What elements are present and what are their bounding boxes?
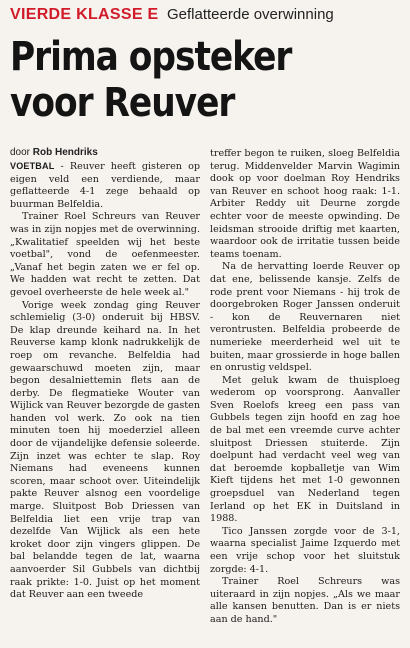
article-paragraph: Na de hervatting loerde Reuver op dat ene, belissende kansje. Zelfs de rode prent voor Niemans - hij trok de doorgebroken Roger Janssen onderuit - kon de Reuvernaren niet verontrusten. Belfeldia probeerde de numerieke meerderheid wel uit te buiten, maar grossierde in hoge ballen en onrustig veldspel. [210,261,400,374]
article-paragraph: Met geluk kwam de thuisploeg wederom op voorsprong. Aanvaller Sven Roelofs kreeg een pass van Gubbels tegen zijn hoofd en zag hoe de bal met een vreemde curve achter sluitpost Driessen stuiterde. Zijn doelpunt had verdacht veel weg van dat beroemde kopballetje van Wim Kieft tijdens het met 1-0 gewonnen groepsduel van Nederland tegen Ierland op het EK in Duitsland in 1988. [210,374,400,525]
article-paragraph: treffer begon te ruiken, sloeg Belfeldia terug. Middenvelder Marvin Wagimin dook op voor doelman Roy Hendriks van Reuver en schoot hoog raak: 1-1. Arbiter Reddy uit Deurne zorgde echter voor de meeste opwinding. De leidsman strooide driftig met kaarten, waardoor ook de irritatie tussen beide teams toenam. [210,148,400,260]
article-paragraph [10,160,200,211]
section-category: VIERDE KLASSE E [10,6,159,23]
article-column-right [210,148,400,627]
article-headline [10,34,345,126]
headline-line-1: Prima opsteker [10,34,292,80]
byline-prefix: door [10,147,31,158]
article-column-left [10,160,200,627]
article-paragraph: Trainer Roel Schreurs van Reuver was in zijn nopjes met de overwinning. „Kwalitatief speelden wij het beste voetbal", vond de oefenmeester. „Vanaf het begin zaten we er fel op. We hadden wat recht te zetten. Dat gevoel overheerste de hele week al." [10,211,200,298]
article-paragraph: Vorige week zondag ging Reuver schlemielig (3-0) onderuit bij HBSV. De klap dreunde keihard na. In het Reuverse kamp klonk nadrukkelijk de roep om revanche. Belfeldia had gewaarschuwd moeten zijn, maar begon desalniettemin flets aan de derby. De flegmatieke Wouter van Wijlick van Reuver bezorgde de gasten handen vol werk. Zo ook na tien minuten toen hij moederziel alleen door de vijandelijke defensie soleerde. Zijn inzet was echter te slap. Roy Niemans had eveneens kunnen scoren, maar schoot over. Uiteindelijk pakte Reuver alsnog een voordelige marge. Sluitpost Bob Driessen van Belfeldia liet een vrije trap van dezelfde Van Wijlick als een hete kroket door zijn vingers glippen. De bal belandde tegen de lat, waarna aanvoerder Sil Gubbels van dichtbij raak prikte: 1-0. Juist op het moment dat Reuver aan een tweede [10,299,200,601]
headline-line-2: voor Reuver [10,80,235,126]
section-kicker [10,4,400,26]
byline-author: Rob Hendriks [32,147,98,158]
section-subtitle: Geflatteerde overwinning [166,6,334,23]
lead-text: - Reuver heeft gisteren op eigen veld een verdiende, maar geflatteerde 4-1 zege behaald op buurman Belfeldia. [10,161,200,210]
lead-tag: VOETBAL [10,161,55,171]
article-paragraph: Trainer Roel Schreurs was uiteraard in zijn nopjes. „Als we maar alle kansen benutten. Dan is er niets aan de hand." [210,576,400,625]
article-paragraph: Tico Janssen zorgde voor de 3-1, waarna specialist Jaime Izquerdo met een vrije schop voor het sluitstuk zorgde: 4-1. [210,525,400,575]
